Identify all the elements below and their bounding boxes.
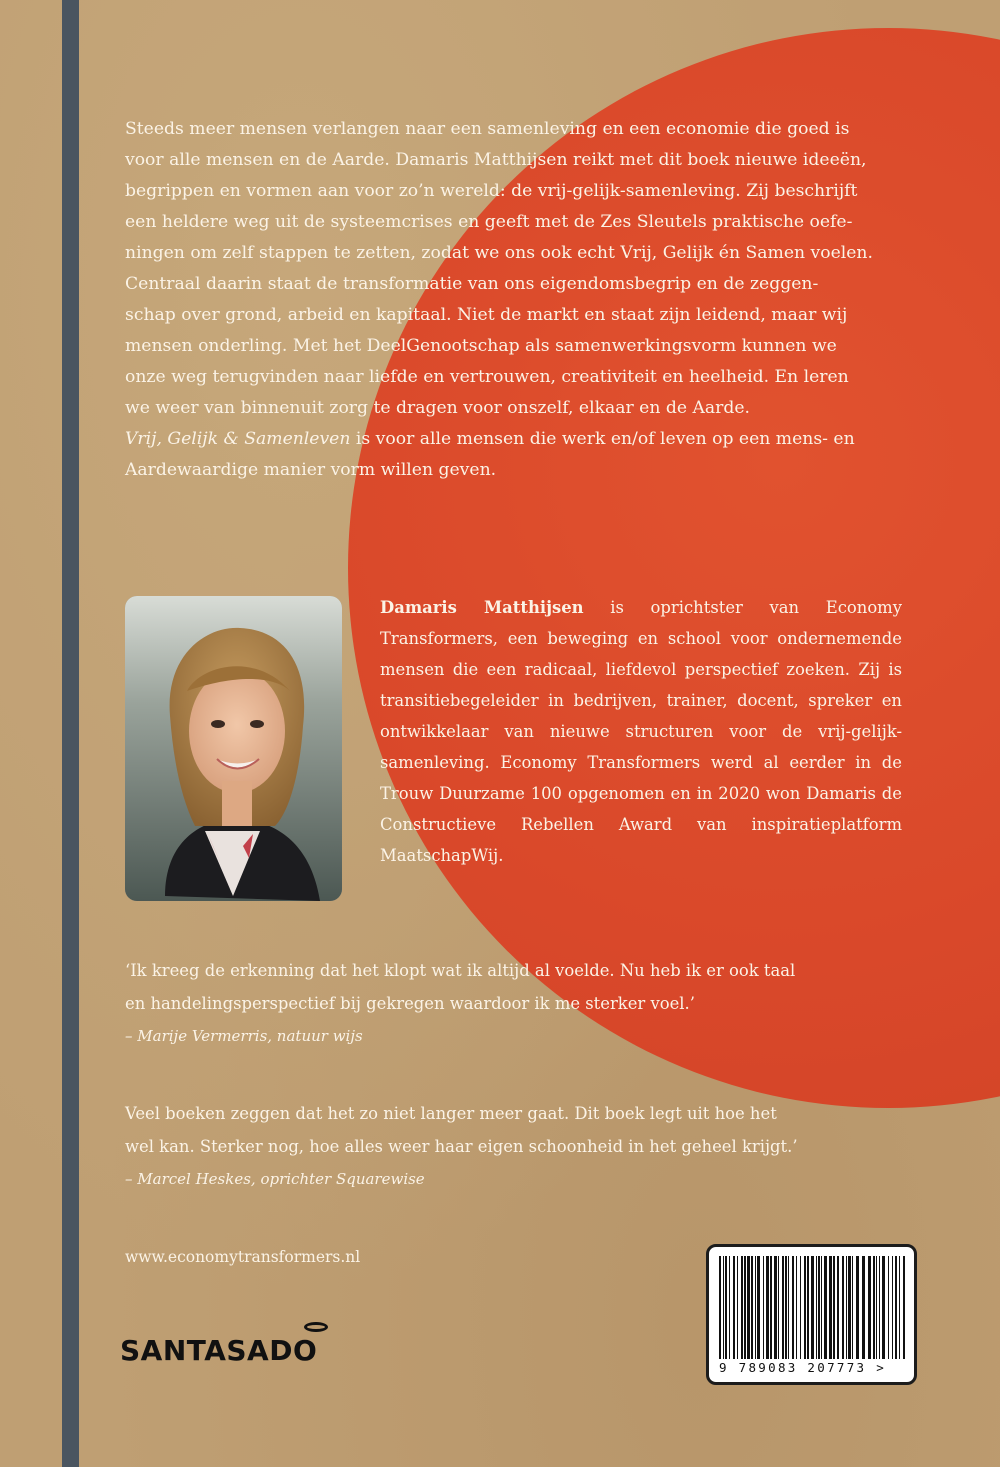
barcode-bar xyxy=(848,1256,851,1359)
barcode-bar xyxy=(816,1256,817,1359)
barcode-bar xyxy=(821,1256,822,1359)
barcode-bar xyxy=(741,1256,743,1359)
barcode-bar xyxy=(782,1256,784,1359)
author-name: Damaris Matthijsen xyxy=(380,598,584,617)
barcode-bar xyxy=(852,1256,853,1359)
spine-stripe xyxy=(62,0,79,1467)
barcode-bar xyxy=(733,1256,735,1359)
barcode-bar xyxy=(846,1256,847,1359)
barcode-bar xyxy=(719,1256,721,1359)
barcode-bar xyxy=(785,1256,787,1359)
barcode-bar xyxy=(873,1256,875,1359)
barcode-bar xyxy=(766,1256,769,1359)
author-bio xyxy=(380,592,902,871)
barcode-bar xyxy=(800,1256,801,1359)
barcode-bar xyxy=(882,1256,885,1359)
barcode-bar xyxy=(796,1256,797,1359)
barcode-bar xyxy=(899,1256,900,1359)
testimonial-quote xyxy=(125,954,925,1053)
barcode-bar xyxy=(744,1256,746,1359)
barcode-bar xyxy=(862,1256,865,1359)
description-closing-text: is voor alle mensen die werk en/of leven op een mens- en xyxy=(350,429,855,449)
barcode-bar xyxy=(856,1256,859,1359)
quote-source: – Marije Vermerris, natuur wijs xyxy=(125,1027,363,1045)
book-description xyxy=(125,114,905,486)
author-photo xyxy=(125,596,342,901)
website-url: www.economytransformers.nl xyxy=(125,1248,361,1266)
publisher-halo-icon xyxy=(304,1322,328,1332)
description-line: Centraal daarin staat de transformatie van ons eigendomsbegrip en de zeggen- xyxy=(125,274,819,294)
barcode-bar xyxy=(879,1256,880,1359)
publisher-logo: SANTASADO xyxy=(120,1334,318,1367)
quote-source: – Marcel Heskes, oprichter Squarewise xyxy=(125,1170,425,1188)
book-title-italic: Vrij, Gelijk & Samenleven xyxy=(125,429,351,449)
quote-line: wel kan. Sterker nog, hoe alles weer haar eigen schoonheid in het geheel krijgt.’ xyxy=(125,1137,798,1156)
barcode-bar xyxy=(757,1256,760,1359)
barcode-bar xyxy=(868,1256,871,1359)
barcode-bar xyxy=(774,1256,777,1359)
description-line: een heldere weg uit de systeemcrises en geeft met de Zes Sleutels praktische oefe- xyxy=(125,212,853,232)
barcode-bar xyxy=(895,1256,897,1359)
barcode-bar xyxy=(778,1256,779,1359)
barcode-bar xyxy=(807,1256,809,1359)
barcode-bar xyxy=(829,1256,832,1359)
barcode-bar xyxy=(755,1256,756,1359)
description-closing-line xyxy=(125,424,905,455)
barcode-bar xyxy=(804,1256,806,1359)
barcode-bar xyxy=(770,1256,772,1359)
barcode-bar xyxy=(747,1256,750,1359)
barcode-bar xyxy=(725,1256,727,1359)
barcode-bar xyxy=(792,1256,794,1359)
description-line: Steeds meer mensen verlangen naar een samenleving en een economie die goed is xyxy=(125,119,850,139)
barcode-bar xyxy=(876,1256,877,1359)
barcode-bar xyxy=(892,1256,893,1359)
author-bio-text: is oprichtster van Economy Transformers, een beweging en school voor ondernemende mensen die een radicaal, liefdevol perspectief zoeken. Zij is transitiebegeleider in bedrijven, trainer, docent, spreker en ontwikkelaar van nieuwe structuren voor de vrij-gelijk-samenleving. Economy Transformers werd al eerder in de Trouw Duurzame 100 opgenomen en in 2020 won Damaris de Constructieve Rebellen Award van inspiratieplatform MaatschapWij. xyxy=(380,598,902,865)
description-line: mensen onderling. Met het DeelGenootschap als samenwerkingsvorm kunnen we xyxy=(125,336,837,356)
testimonial-quote xyxy=(125,1097,925,1196)
barcode-bar xyxy=(737,1256,738,1359)
description-line: voor alle mensen en de Aarde. Damaris Matthijsen reikt met dit boek nieuwe ideeën, xyxy=(125,150,867,170)
barcode-bar xyxy=(811,1256,814,1359)
barcode-bar xyxy=(833,1256,835,1359)
quote-line: ‘Ik kreeg de erkenning dat het klopt wat ik altijd al voelde. Nu heb ik er ook taal xyxy=(125,961,796,980)
barcode-bar xyxy=(818,1256,820,1359)
barcode-bar xyxy=(888,1256,889,1359)
isbn-barcode xyxy=(706,1244,917,1385)
description-line: ningen om zelf stappen te zetten, zodat we ons ook echt Vrij, Gelijk én Samen voelen. xyxy=(125,243,873,263)
barcode-bar xyxy=(837,1256,839,1359)
barcode-bars xyxy=(719,1256,907,1359)
barcode-bar xyxy=(824,1256,827,1359)
description-line: onze weg terugvinden naar liefde en vertrouwen, creativiteit en heelheid. En leren xyxy=(125,367,849,387)
barcode-bar xyxy=(763,1256,764,1359)
barcode-bar xyxy=(723,1256,724,1359)
description-line: schap over grond, arbeid en kapitaal. Niet de markt en staat zijn leidend, maar wij xyxy=(125,305,848,325)
barcode-bar xyxy=(751,1256,753,1359)
barcode-bar xyxy=(729,1256,730,1359)
isbn-number: 9 789083 207773 > xyxy=(719,1360,887,1375)
description-line: Aardewaardige manier vorm willen geven. xyxy=(125,460,497,480)
barcode-bar xyxy=(842,1256,844,1359)
description-line: we weer van binnenuit zorg te dragen voor onszelf, elkaar en de Aarde. xyxy=(125,398,751,418)
quote-line: en handelingsperspectief bij gekregen waardoor ik me sterker voel.’ xyxy=(125,994,695,1013)
quote-line: Veel boeken zeggen dat het zo niet langer meer gaat. Dit boek legt uit hoe het xyxy=(125,1104,777,1123)
barcode-bar xyxy=(903,1256,905,1359)
description-line: begrippen en vormen aan voor zo’n wereld: de vrij-gelijk-samenleving. Zij beschrijft xyxy=(125,181,858,201)
barcode-bar xyxy=(788,1256,789,1359)
